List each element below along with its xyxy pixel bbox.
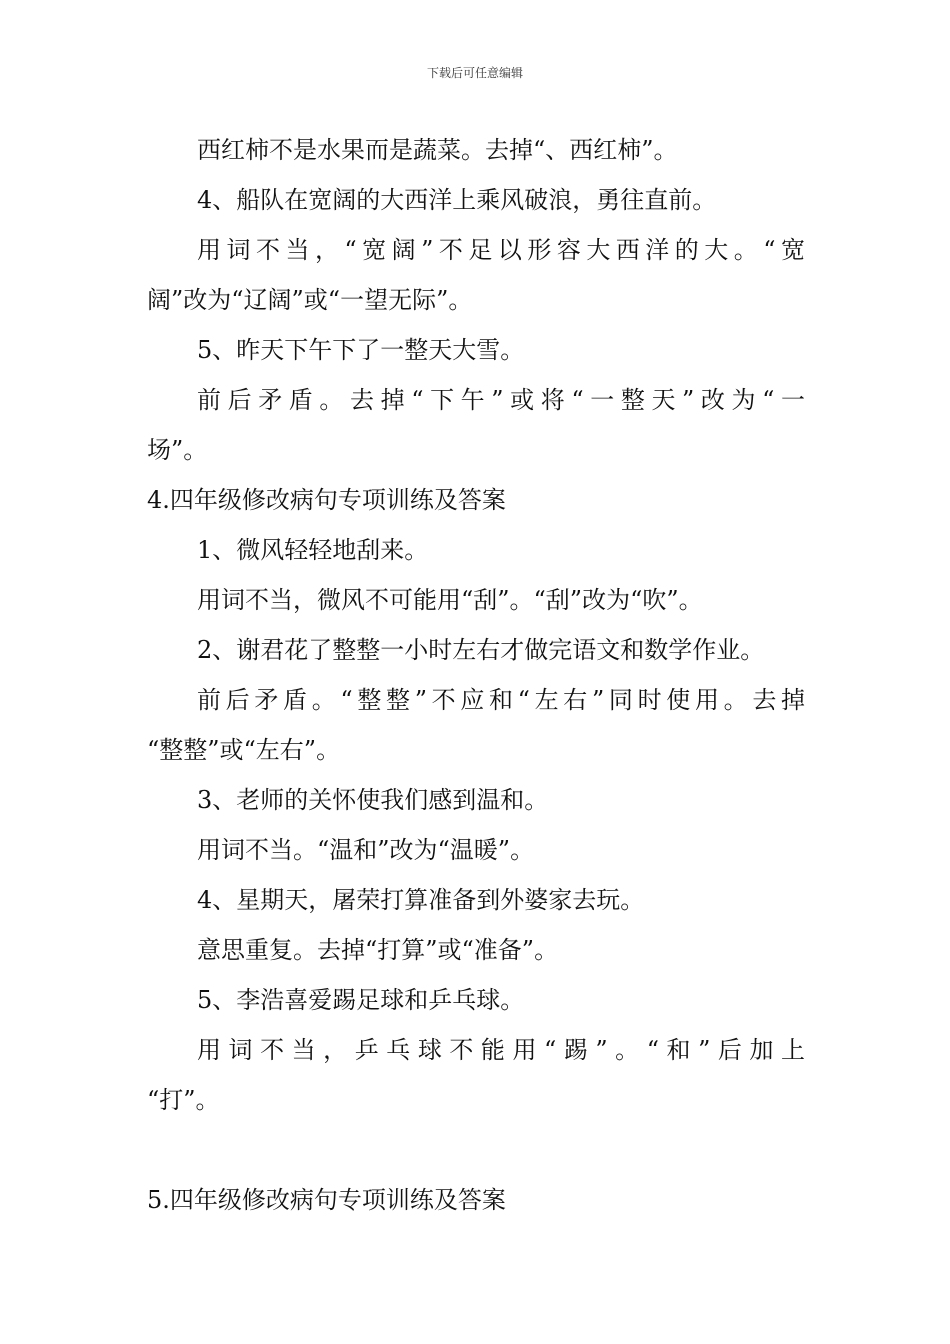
- text-line: 前后矛盾。“整整”不应和“左右”同时使用。去掉: [197, 686, 805, 714]
- text-line: 4、船队在宽阔的大西洋上乘风破浪，勇往直前。: [197, 186, 717, 214]
- text-line: 5、李浩喜爱踢足球和乒乓球。: [197, 986, 525, 1014]
- text-line: 2、谢君花了整整一小时左右才做完语文和数学作业。: [197, 636, 765, 664]
- text-line: 阔”改为“辽阔”或“一望无际”。: [147, 286, 473, 314]
- text-line: “整整”或“左右”。: [147, 736, 341, 764]
- text-line: 前后矛盾。去掉“下午”或将“一整天”改为“一: [197, 386, 805, 414]
- text-line: 用词不当，“宽阔”不足以形容大西洋的大。“宽: [197, 236, 805, 264]
- text-line: 用词不当，乒乓球不能用“踢”。“和”后加上: [197, 1036, 805, 1064]
- text-line: 用词不当，微风不可能用“刮”。“刮”改为“吹”。: [197, 586, 703, 614]
- text-line: 用词不当。“温和”改为“温暖”。: [197, 836, 535, 864]
- text-line: 意思重复。去掉“打算”或“准备”。: [197, 936, 559, 964]
- text-line: 1、微风轻轻地刮来。: [197, 536, 429, 564]
- text-line: 场”。: [147, 436, 208, 464]
- page-header: 下载后可任意编辑: [426, 66, 523, 80]
- section-heading: 4.四年级修改病句专项训练及答案: [147, 486, 506, 514]
- text-line: 3、老师的关怀使我们感到温和。: [197, 786, 549, 814]
- text-line: 西红柿不是水果而是蔬菜。去掉“、西红柿”。: [197, 136, 678, 164]
- text-line: 5、昨天下午下了一整天大雪。: [197, 336, 525, 364]
- text-line: “打”。: [147, 1086, 220, 1114]
- text-line: 4、星期天，屠荣打算准备到外婆家去玩。: [197, 886, 645, 914]
- section-heading: 5.四年级修改病句专项训练及答案: [147, 1186, 506, 1214]
